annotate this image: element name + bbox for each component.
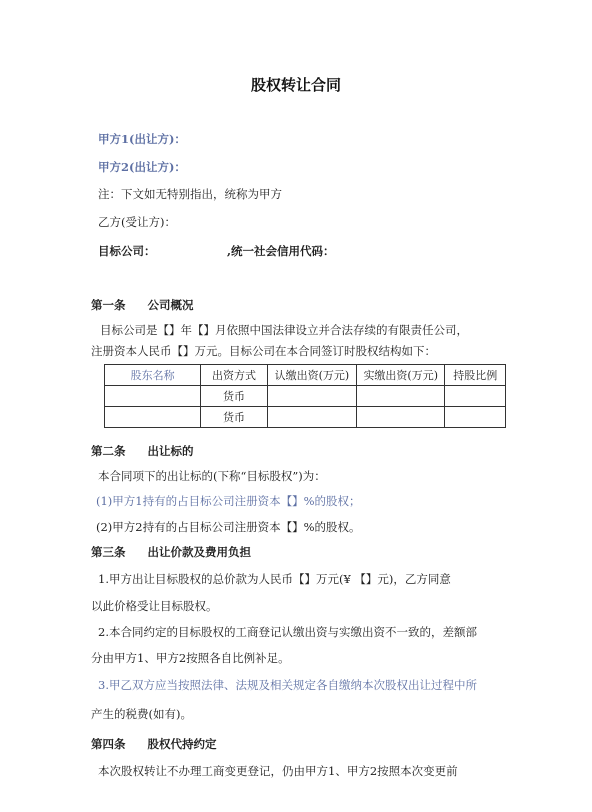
article4-heading [91, 736, 217, 752]
credit-code-label: ,统一社会信用代码： [227, 244, 335, 258]
article3-p1-line2: 以此价格受让目标股权。 [91, 599, 218, 613]
table-cell [357, 386, 445, 407]
article1-line1: 目标公司是【】年【】月依照中国法律设立并合法存续的有限责任公司， [100, 323, 468, 337]
table-cell: 货币 [201, 407, 268, 428]
table-cell [445, 386, 506, 407]
article3-p3-line1: 3.甲乙双方应当按照法律、法规及相关规定各自缴纳本次股权出让过程中所 [98, 678, 477, 692]
party-note: 注：下文如无特别指出，统称为甲方 [98, 187, 282, 201]
article1-heading [91, 297, 194, 313]
table-row [105, 407, 506, 428]
table-header-cell: 认缴出资(万元) [267, 365, 356, 386]
article3-heading [91, 544, 251, 560]
article3-p2-line1: 2.本合同约定的目标股权的工商登记认缴出资与实缴出资不一致的，差额部 [98, 625, 477, 639]
article1-title: 公司概况 [147, 298, 194, 312]
table-row [105, 386, 506, 407]
article1-line2: 注册资本人民币【】万元。目标公司在本合同签订时股权结构如下： [91, 344, 436, 358]
table-cell [445, 407, 506, 428]
table-header-cell: 股东名称 [105, 365, 201, 386]
article4-p1-line1: 本次股权转让不办理工商变更登记，仍由甲方1、甲方2按照本次变更前 [98, 764, 458, 778]
article2-heading [91, 443, 194, 459]
article4-title: 股权代持约定 [147, 737, 217, 751]
article2-item1: (1)甲方1持有的占目标公司注册资本【】%的股权； [96, 494, 361, 508]
article4-number: 第四条 [91, 737, 126, 751]
article2-title: 出让标的 [147, 444, 194, 458]
table-header-cell: 实缴出资(万元) [357, 365, 445, 386]
article3-p2-line2: 分由甲方1、甲方2按照各自比例补足。 [91, 651, 290, 665]
article3-title: 出让价款及费用负担 [147, 545, 251, 559]
table-cell [267, 407, 356, 428]
table-cell [105, 386, 201, 407]
table-header-cell: 持股比例 [445, 365, 506, 386]
table-cell: 货币 [201, 386, 268, 407]
party-b-label: 乙方(受让方)： [98, 215, 176, 229]
party-a1-label: 甲方1(出让方)： [98, 132, 186, 146]
article2-number: 第二条 [91, 444, 126, 458]
table-header-row [105, 365, 506, 386]
article2-item2: (2)甲方2持有的占目标公司注册资本【】%的股权。 [96, 520, 361, 534]
table-header-cell: 出资方式 [201, 365, 268, 386]
article3-number: 第三条 [91, 545, 126, 559]
table-cell [357, 407, 445, 428]
article3-p1-line1: 1.甲方出让目标股权的总价款为人民币【】万元(¥ 【】元)，乙方同意 [98, 572, 451, 586]
target-company-label: 目标公司： [98, 244, 156, 258]
article1-number: 第一条 [91, 298, 126, 312]
party-a2-label: 甲方2(出让方)： [98, 160, 186, 174]
shareholding-table [104, 364, 506, 428]
article3-p3-line2: 产生的税费(如有)。 [91, 707, 192, 721]
document-title: 股权转让合同 [250, 76, 341, 94]
article2-intro: 本合同项下的出让标的(下称“目标股权”)为： [98, 469, 326, 483]
table-cell [267, 386, 356, 407]
table-cell [105, 407, 201, 428]
